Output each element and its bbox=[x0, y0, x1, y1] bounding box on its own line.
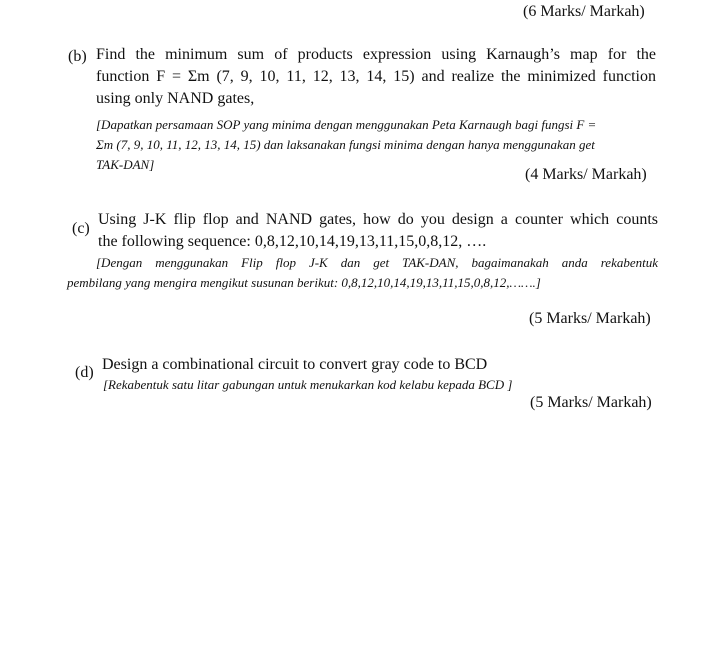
question-d-english bbox=[102, 354, 622, 376]
question-c-label: (c) bbox=[72, 220, 90, 237]
question-b-malay-line: [Dapatkan persamaan SOP yang minima dengan menggunakan Peta Karnaugh bagi fungsi F = bbox=[96, 117, 597, 132]
question-b-english bbox=[96, 44, 656, 110]
question-c-english-line: Using J-K flip flop and NAND gates, how do you design a counter which counts bbox=[98, 211, 658, 228]
marks-previous: (6 Marks/ Markah) bbox=[523, 3, 645, 20]
question-d-marks: (5 Marks/ Markah) bbox=[530, 394, 652, 411]
question-d-malay bbox=[103, 375, 623, 395]
question-d-english-line: Design a combinational circuit to convert gray code to BCD bbox=[102, 356, 488, 373]
question-c-malay bbox=[67, 253, 658, 293]
question-c-english-line: the following sequence: 0,8,12,10,14,19,13,11,15,0,8,12, …. bbox=[98, 233, 487, 250]
question-b-label: (b) bbox=[68, 48, 87, 65]
question-c-marks: (5 Marks/ Markah) bbox=[529, 310, 651, 327]
question-b-marks: (4 Marks/ Markah) bbox=[525, 166, 647, 183]
question-c-malay-line: [Dengan menggunakan Flip flop J-K dan get TAK-DAN, bagaimanakah anda rekabentuk bbox=[96, 255, 658, 270]
question-b-english-line: using only NAND gates, bbox=[96, 90, 255, 107]
question-b-english-line: function F = Σm (7, 9, 10, 11, 12, 13, 14, 15) and realize the minimized function bbox=[96, 68, 656, 85]
question-d-malay-line: [Rekabentuk satu litar gabungan untuk menukarkan kod kelabu kepada BCD ] bbox=[103, 377, 513, 392]
question-d-label: (d) bbox=[75, 364, 94, 381]
question-c-english bbox=[98, 209, 658, 253]
question-c-malay-line: pembilang yang mengira mengikut susunan berikut: 0,8,12,10,14,19,13,11,15,0,8,12,…….] bbox=[67, 275, 541, 290]
question-b-malay-line: TAK-DAN] bbox=[96, 157, 155, 172]
question-b-malay-line: Σm (7, 9, 10, 11, 12, 13, 14, 15) dan laksanakan fungsi minima dengan hanya menggunakan get bbox=[96, 137, 595, 152]
question-b-english-line: Find the minimum sum of products expression using Karnaugh’s map for the bbox=[96, 46, 656, 63]
